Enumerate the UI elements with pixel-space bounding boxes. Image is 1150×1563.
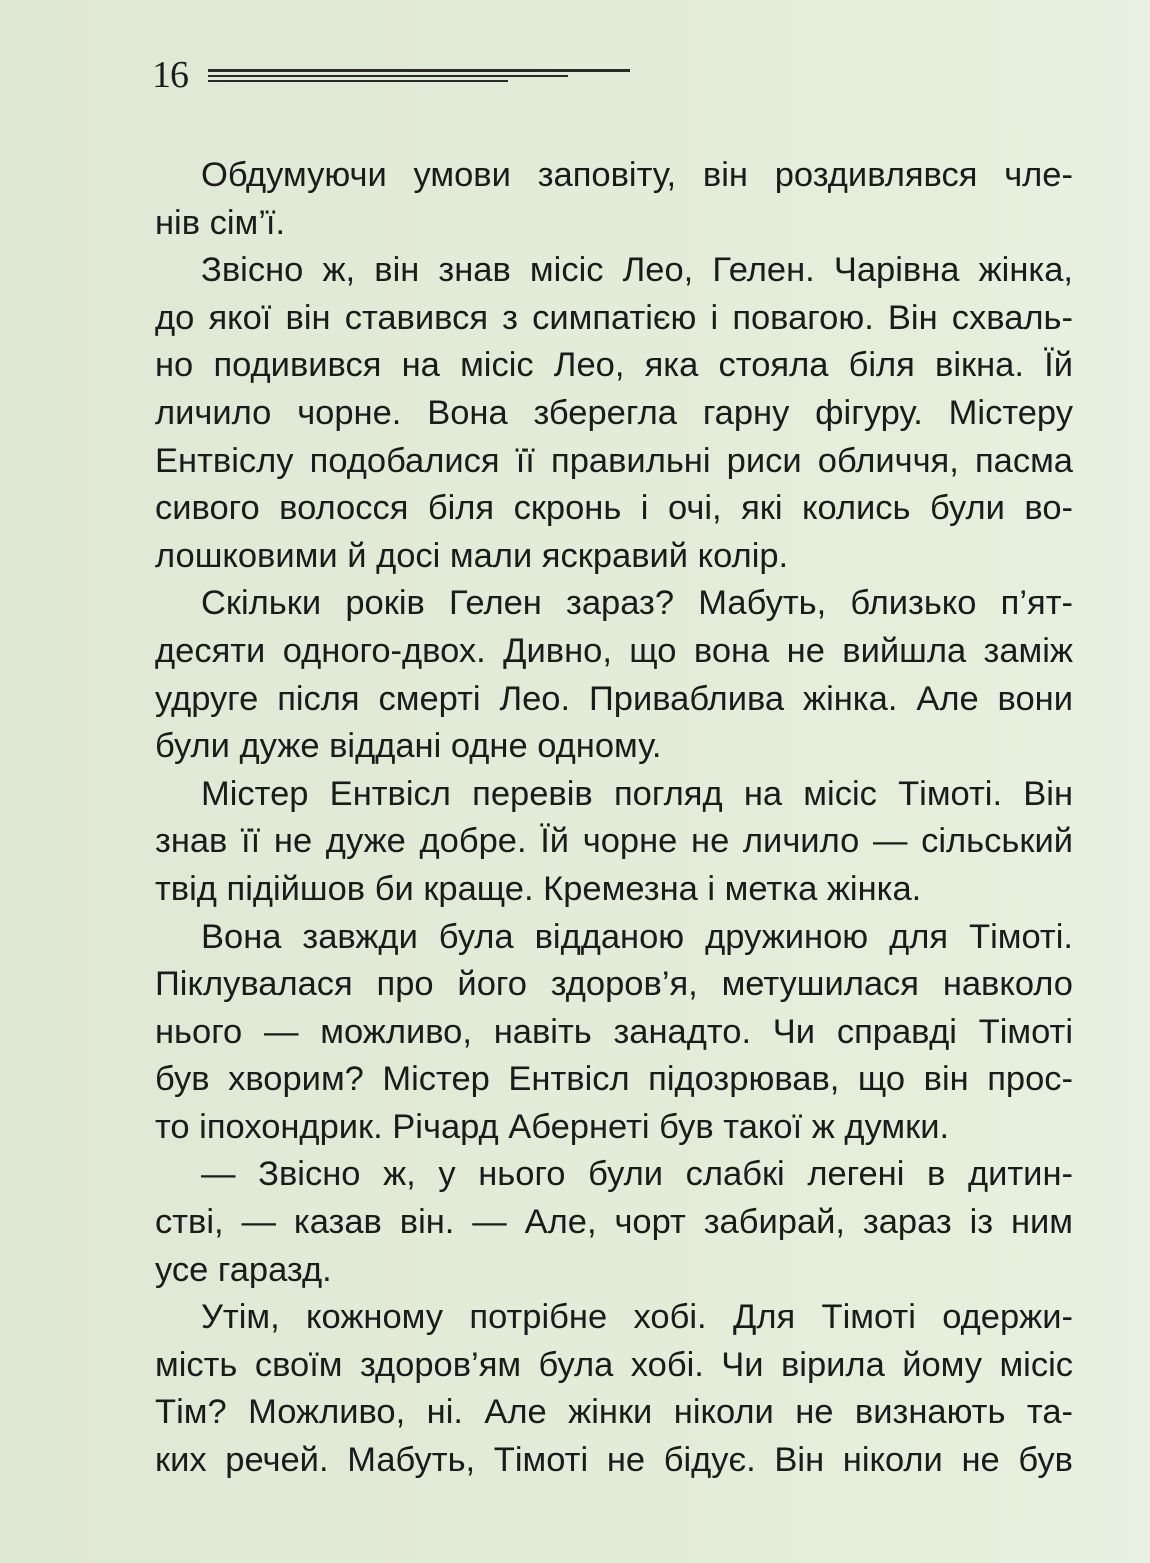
paragraph (155, 771, 1073, 914)
text-line: то іпохондрик. Річард Абернеті був такої ж думки. (155, 1107, 950, 1146)
text-line: нього — можливо, навіть занадто. Чи справді Тімоті (155, 1012, 1073, 1051)
header-rule (208, 80, 508, 82)
text-line: ких речей. Мабуть, Тімоті не бідує. Він ніколи не був (155, 1441, 1073, 1480)
text-line: удруге після смерті Лео. Приваблива жінка. Але вони (155, 679, 1073, 718)
text-line: но подивився на місіс Лео, яка стояла біля вікна. Їй (155, 346, 1073, 385)
text-line: сивого волосся біля скронь і очі, які колись були во- (155, 489, 1073, 528)
text-line: — Звісно ж, у нього були слабкі легені в дитин- (201, 1155, 1073, 1194)
page-number: 16 (152, 54, 188, 96)
text-line: лошковими й досі мали яскравий колір. (155, 536, 789, 575)
text-line: твід підійшов би краще. Кремезна і метка жінка. (155, 869, 922, 908)
body-text (155, 152, 1073, 1485)
paragraph (155, 1294, 1073, 1484)
running-head (152, 52, 652, 102)
paragraph (155, 580, 1073, 770)
header-ornament-rules (208, 69, 628, 89)
text-line: був хворим? Містер Ентвісл підозрював, що він прос- (155, 1060, 1073, 1099)
text-line: до якої він ставився з симпатією і повагою. Він схваль- (155, 298, 1073, 337)
text-line: Піклувалася про його здоров’я, метушилася навколо (155, 965, 1073, 1004)
text-line: Обдумуючи умови заповіту, він роздивлявся чле- (201, 156, 1073, 194)
text-line: Містер Ентвісл перевів погляд на місіс Тімоті. Він (201, 774, 1073, 813)
header-rule (208, 69, 630, 72)
text-line: личило чорне. Вона зберегла гарну фігуру. Містеру (155, 393, 1073, 432)
text-line: усе гаразд. (155, 1250, 332, 1289)
paragraph (155, 914, 1073, 1152)
paragraph (155, 152, 1073, 247)
paragraph (155, 247, 1073, 580)
text-line: стві, — казав він. — Але, чорт забирай, зараз із ним (155, 1203, 1073, 1242)
text-line: десяти одного-двох. Дивно, що вона не вийшла заміж (155, 631, 1073, 670)
text-line: Вона завжди була відданою дружиною для Тімоті. (201, 917, 1073, 956)
text-line: Утім, кожному потрібне хобі. Для Тімоті одержи- (201, 1298, 1073, 1337)
text-line: були дуже віддані одне одному. (155, 727, 662, 766)
text-line: Тім? Можливо, ні. Але жінки ніколи не визнають та- (155, 1393, 1073, 1432)
text-line: Звісно ж, він знав місіс Лео, Гелен. Чарівна жінка, (201, 251, 1073, 290)
text-line: нів сім’ї. (155, 203, 286, 242)
text-line: Ентвіслу подобалися її правильні риси обличчя, пасма (155, 441, 1073, 480)
text-line: мість своїм здоров’ям була хобі. Чи вірила йому місіс (155, 1345, 1073, 1384)
text-line: знав її не дуже добре. Їй чорне не личило — сільський (155, 822, 1073, 861)
header-rule (208, 75, 568, 77)
text-line: Скільки років Гелен зараз? Мабуть, близько п’ят- (201, 584, 1073, 623)
paragraph (155, 1151, 1073, 1294)
